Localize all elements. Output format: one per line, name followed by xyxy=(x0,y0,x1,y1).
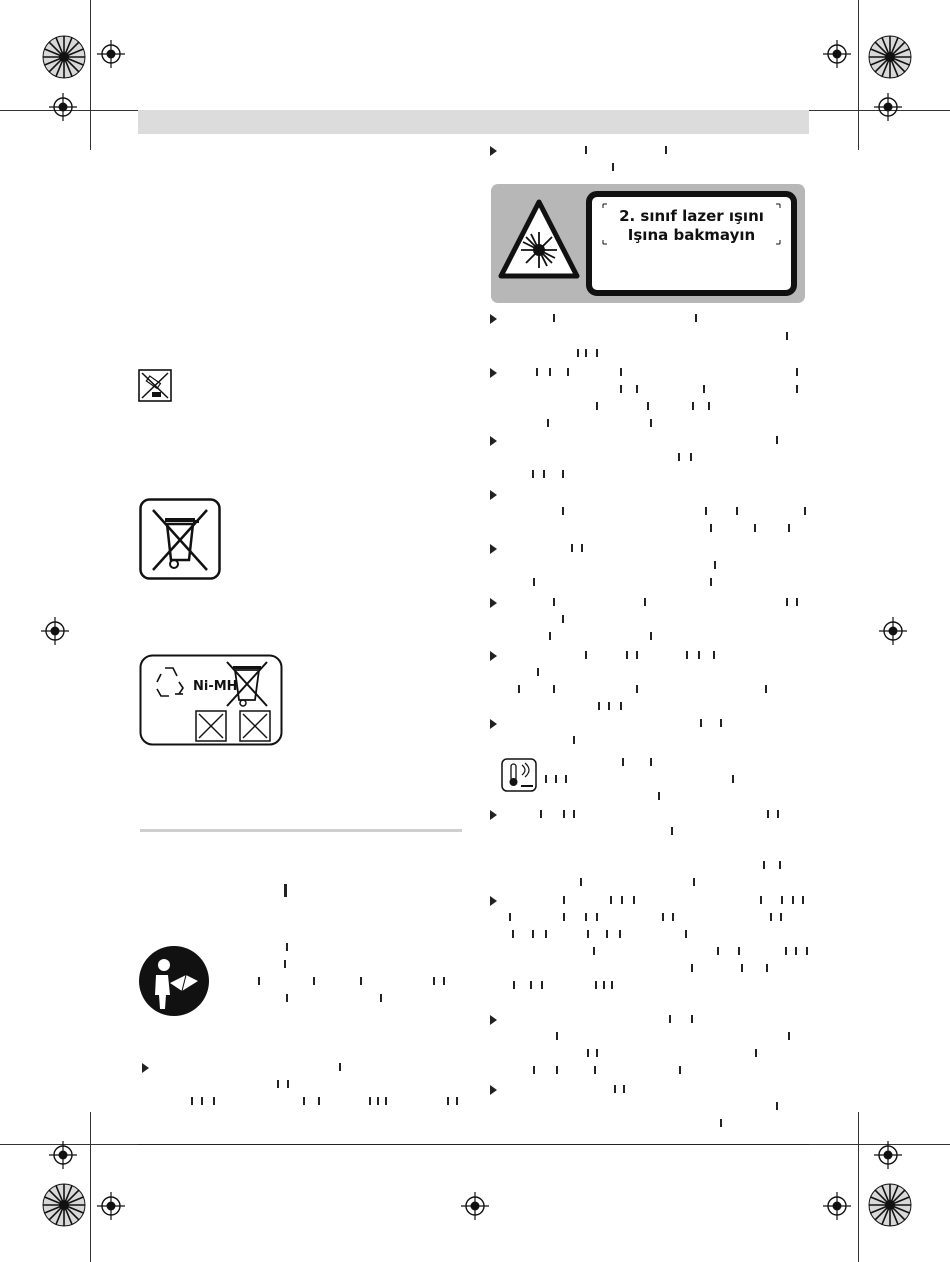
crossed-battery-icon xyxy=(240,711,270,741)
temperature-sun-icon xyxy=(501,758,537,792)
read-manual-icon xyxy=(138,945,210,1017)
crossed-battery-icon xyxy=(196,711,226,741)
crossed-wheelie-bin-icon xyxy=(139,498,221,580)
laser-sign-line-2: Işına bakmayın xyxy=(627,226,756,244)
laser-sign-text xyxy=(589,205,794,255)
crossed-battery-icon xyxy=(138,369,172,402)
footer-rule xyxy=(138,1144,809,1145)
section-rule xyxy=(140,829,462,832)
battery-chemistry-label: Ni-MH xyxy=(193,679,238,694)
triangle-bullet-icon xyxy=(490,146,497,156)
laser-sign-line-1: 2. sınıf lazer ışını xyxy=(619,207,764,225)
registration-mark-icon xyxy=(97,40,125,68)
nimh-battery-label xyxy=(139,654,283,746)
